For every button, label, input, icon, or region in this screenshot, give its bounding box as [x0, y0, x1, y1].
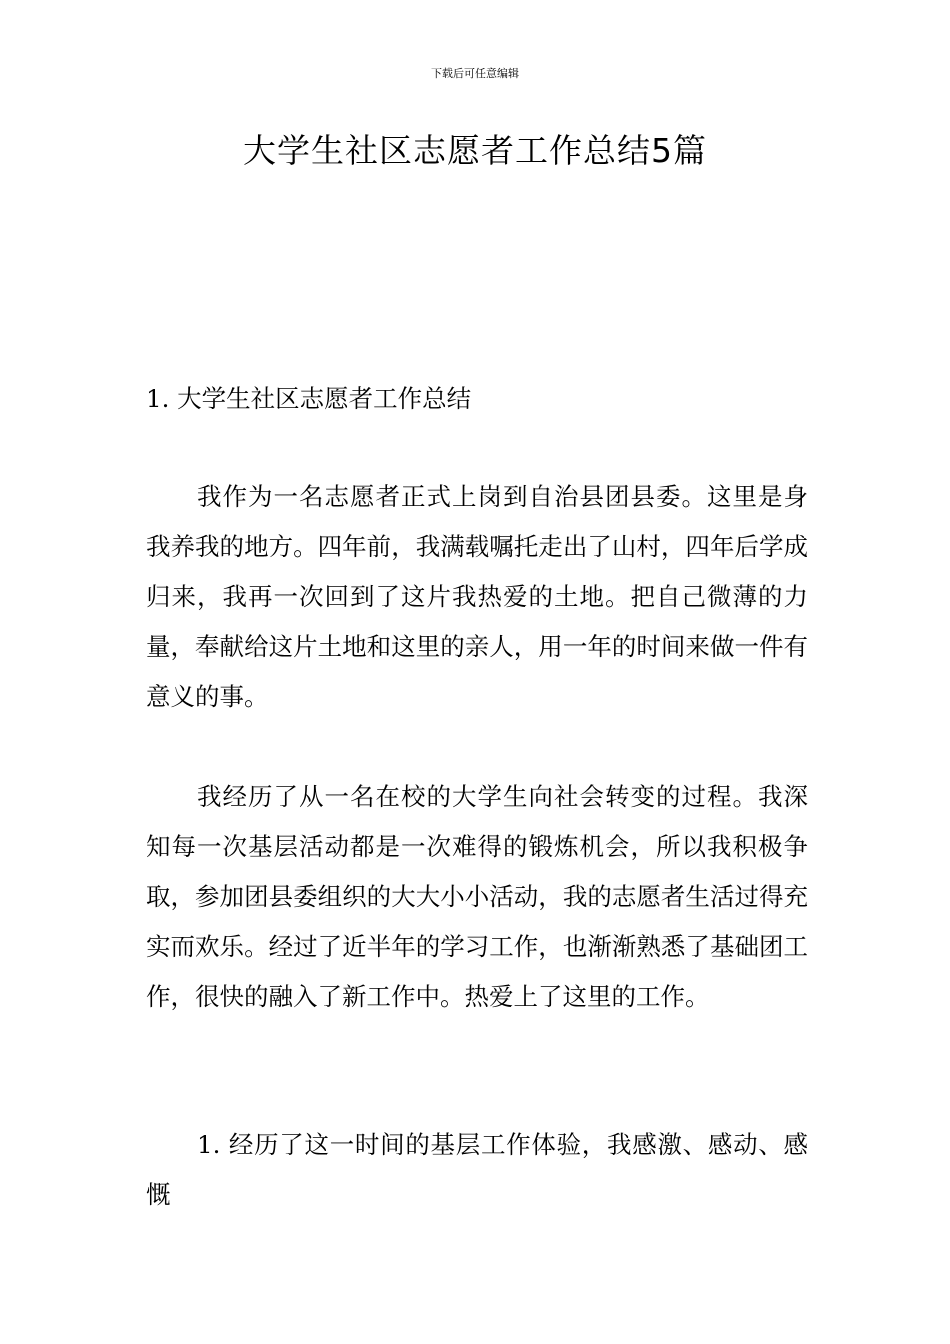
- paragraph-1: 我作为一名志愿者正式上岗到自治县团县委。这里是身我养我的地方。四年前，我满载嘱托走出了山村，四年后学成归来，我再一次回到了这片我热爱的土地。把自己微薄的力量，奉献给这片土地和这里的亲人，用一年的时间来做一件有意义的事。: [146, 482, 808, 711]
- paragraph-3: 1. 经历了这一时间的基层工作体验，我感激、感动、感慨: [146, 1130, 808, 1209]
- document-title: 大学生社区志愿者工作总结5篇: [243, 131, 707, 170]
- section-heading: 1. 大学生社区志愿者工作总结: [146, 384, 472, 413]
- paragraph-2: 我经历了从一名在校的大学生向社会转变的过程。我深知每一次基层活动都是一次难得的锻炼机会，所以我积极争取，参加团县委组织的大大小小活动，我的志愿者生活过得充实而欢乐。经过了近半年的学习工作，也渐渐熟悉了基础团工作，很快的融入了新工作中。热爱上了这里的工作。: [146, 782, 808, 1011]
- header-note: 下载后可任意编辑: [431, 67, 519, 80]
